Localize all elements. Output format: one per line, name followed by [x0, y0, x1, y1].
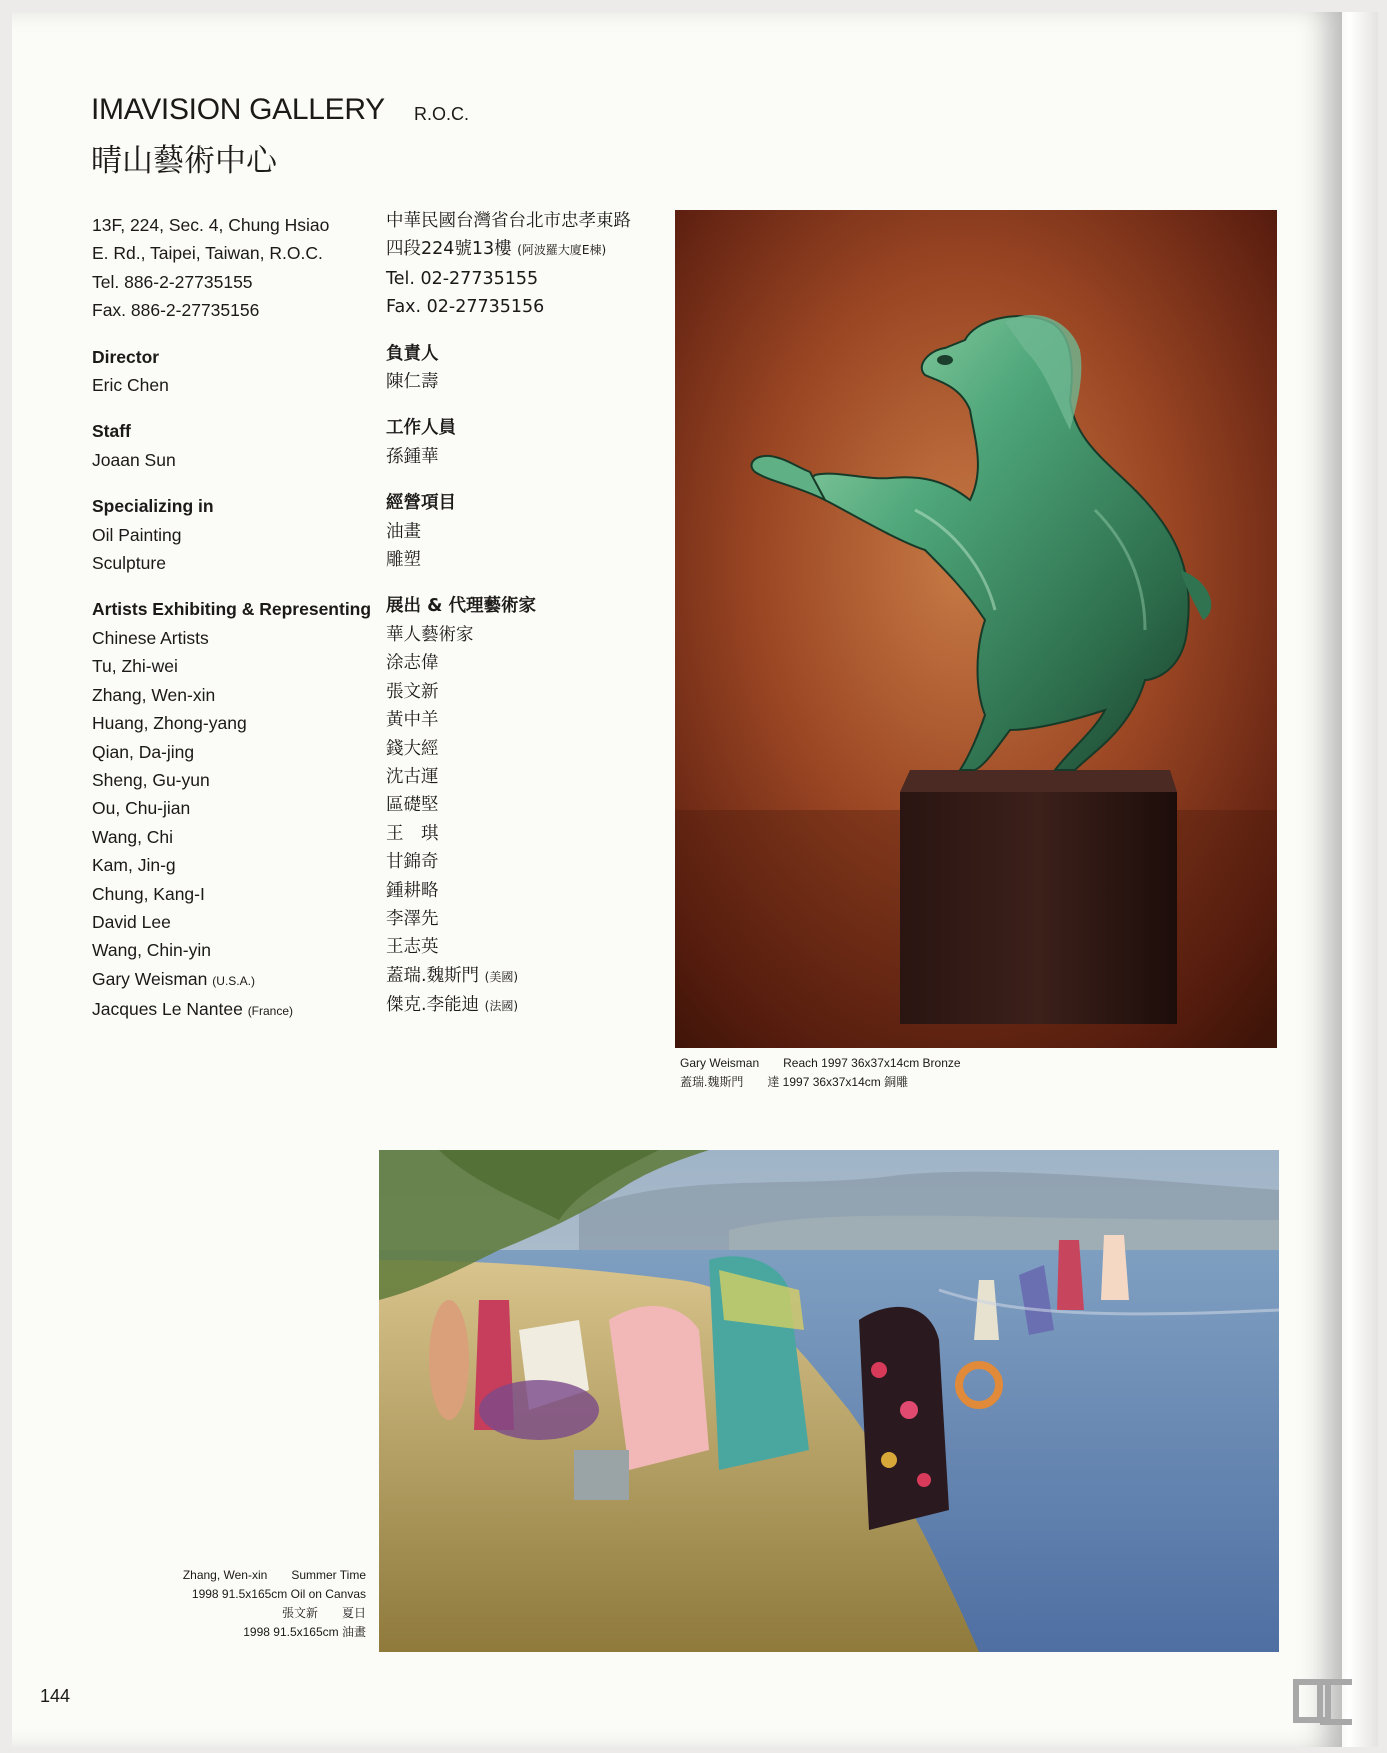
- director-label-zh: 負責人: [386, 343, 439, 364]
- artist-name: Qian, Da-jing: [92, 741, 195, 762]
- artist-name: David Lee: [92, 911, 171, 932]
- phone-number-zh: Tel. 02-27735155: [386, 268, 539, 289]
- artist-country: (U.S.A.): [212, 973, 255, 988]
- address-line: E. Rd., Taipei, Taiwan, R.O.C.: [92, 243, 323, 264]
- artist-name-zh: 蓋瑞.魏斯門 (美國): [386, 965, 519, 986]
- gallery-name-zh: 晴山藝術中心: [91, 143, 277, 179]
- artist-name: Huang, Zhong-yang: [92, 713, 247, 734]
- sculpture-caption: [680, 1054, 961, 1092]
- artist-name: Kam, Jin-g: [92, 855, 176, 876]
- artists-label-zh: 展出 & 代理藝術家: [386, 596, 536, 617]
- artists-label: Artists Exhibiting & Representing: [92, 599, 372, 620]
- artist-name-zh: 李澤先: [386, 908, 439, 929]
- artist-name: Sheng, Gu-yun: [92, 769, 210, 790]
- painting-caption-line: 1998 91.5x165cm 油畫: [243, 1625, 366, 1639]
- artist-name-zh: 傑克.李能迪 (法國): [386, 995, 519, 1016]
- artist-name: Ou, Chu-jian: [92, 798, 191, 819]
- info-column-zh: [386, 207, 686, 1021]
- artist-name: Wang, Chi: [92, 826, 174, 847]
- staff-label-zh: 工作人員: [386, 418, 456, 439]
- address-note: (阿波羅大廈E棟): [517, 243, 607, 258]
- specializing-label-zh: 經營項目: [386, 493, 456, 514]
- artist-country-zh: (法國): [484, 999, 519, 1014]
- artist-name-zh: 甘錦奇: [386, 852, 439, 873]
- specialty-item: Sculpture: [92, 553, 166, 574]
- watermark-logo-icon: [1290, 1676, 1358, 1728]
- artist-name: Wang, Chin-yin: [92, 940, 211, 961]
- artist-name: Zhang, Wen-xin: [92, 684, 216, 705]
- artist-name-zh: 鍾耕略: [386, 880, 439, 901]
- artist-name-zh: 王 琪: [386, 823, 439, 844]
- sculpture-caption-zh: 蓋瑞.魏斯門 達 1997 36x37x14cm 銅雕: [680, 1075, 909, 1089]
- artist-list-zh: [386, 621, 686, 1021]
- horse-sculpture-image: [675, 210, 1277, 1048]
- specialty-item-zh: 油畫: [386, 521, 421, 542]
- specializing-label: Specializing in: [92, 496, 214, 517]
- artist-name: Chinese Artists: [92, 627, 209, 648]
- summer-time-painting-image: [379, 1150, 1279, 1652]
- artist-name-zh: 涂志偉: [386, 653, 439, 674]
- artist-name: Jacques Le Nantee (France): [92, 999, 294, 1020]
- gallery-name-en: IMAVISION GALLERY: [91, 93, 385, 126]
- specialty-item: Oil Painting: [92, 524, 182, 545]
- sculpture-caption-en: Gary Weisman Reach 1997 36x37x14cm Bronze: [680, 1056, 961, 1070]
- painting-caption: [160, 1566, 366, 1642]
- staff-name-zh: 孫鍾華: [386, 446, 439, 467]
- fax-number-zh: Fax. 02-27735156: [386, 297, 545, 318]
- artist-name-zh: 區礎堅: [386, 795, 439, 816]
- phone-number: Tel. 886-2-27735155: [92, 271, 253, 292]
- artist-name-zh: 沈古運: [386, 766, 439, 787]
- artist-country: (France): [247, 1004, 294, 1019]
- painting-caption-line: 張文新 夏日: [281, 1606, 366, 1620]
- artist-name-zh: 錢大經: [386, 738, 439, 759]
- page-number: 144: [40, 1686, 71, 1706]
- artist-name: Tu, Zhi-wei: [92, 656, 178, 677]
- address-line: 13F, 224, Sec. 4, Chung Hsiao: [92, 215, 330, 235]
- director-label: Director: [92, 346, 160, 367]
- fax-number: Fax. 886-2-27735156: [92, 300, 260, 321]
- info-column-en: [92, 211, 392, 1026]
- staff-name: Joaan Sun: [92, 449, 176, 470]
- artist-list-en: [92, 624, 392, 1026]
- artist-country-zh: (美國): [484, 969, 519, 984]
- artist-name-zh: 華人藝術家: [386, 624, 474, 645]
- director-name-zh: 陳仁壽: [386, 372, 439, 393]
- director-name: Eric Chen: [92, 375, 169, 396]
- gallery-country: R.O.C.: [414, 104, 470, 124]
- artist-name-zh: 王志英: [386, 937, 439, 958]
- painting-caption-line: Zhang, Wen-xin Summer Time: [182, 1568, 366, 1582]
- specialty-item-zh: 雕塑: [386, 550, 421, 571]
- sculpture-photo: [675, 210, 1277, 1048]
- staff-label: Staff: [92, 421, 131, 442]
- painting-photo: [379, 1150, 1279, 1652]
- address-line-zh: 四段224號13樓 (阿波羅大廈E棟): [386, 239, 607, 260]
- artist-name: Chung, Kang-I: [92, 883, 205, 904]
- artist-name-zh: 張文新: [386, 681, 439, 702]
- artist-name: Gary Weisman (U.S.A.): [92, 968, 255, 989]
- artist-name-zh: 黃中羊: [386, 710, 439, 731]
- painting-caption-line: 1998 91.5x165cm Oil on Canvas: [191, 1587, 366, 1601]
- address-line-zh: 中華民國台灣省台北市忠孝東路: [386, 211, 631, 231]
